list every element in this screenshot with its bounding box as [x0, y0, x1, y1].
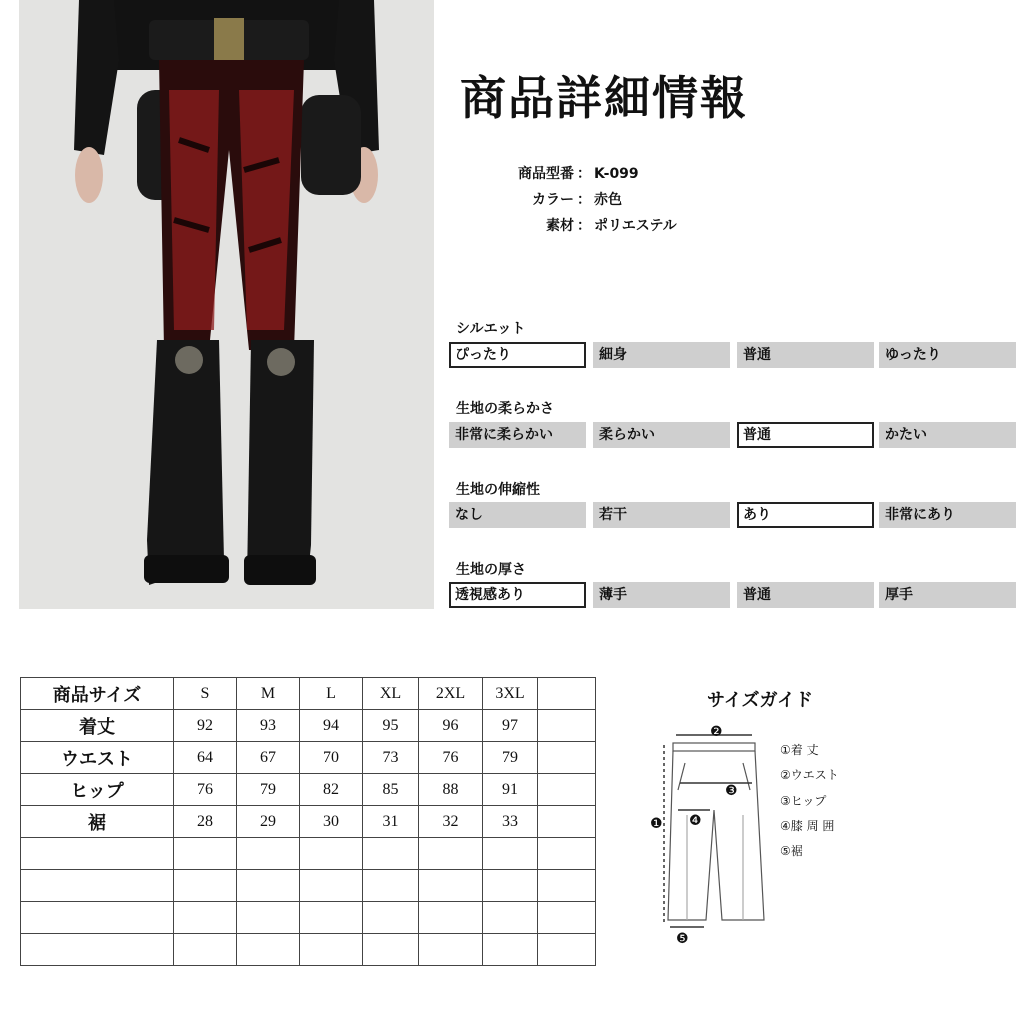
table-row-empty: [21, 838, 596, 870]
option-thickness-thick: 厚手: [879, 582, 1016, 608]
header-cell: 商品サイズ: [21, 678, 174, 710]
spec-material: [466, 215, 677, 235]
table-cell: 82: [300, 774, 363, 806]
marker-waist: ❷: [710, 724, 723, 740]
table-cell: [483, 870, 538, 902]
spec-color: [466, 189, 622, 209]
table-cell: 92: [174, 710, 237, 742]
table-cell: 76: [419, 742, 483, 774]
table-cell: 30: [300, 806, 363, 838]
table-cell: [483, 934, 538, 966]
option-softness-very-soft: 非常に柔らかい: [449, 422, 586, 448]
header-cell: [538, 678, 596, 710]
marker-length: ❶: [650, 816, 663, 832]
option-softness-regular: 普通: [737, 422, 874, 448]
option-softness-soft: 柔らかい: [593, 422, 730, 448]
table-cell: [300, 838, 363, 870]
table-cell: 88: [419, 774, 483, 806]
table-cell: 70: [300, 742, 363, 774]
table-cell: 95: [363, 710, 419, 742]
marker-hip: ❸: [725, 783, 738, 799]
table-cell: [237, 870, 300, 902]
attr-label-stretch: 生地の伸縮性: [456, 482, 540, 498]
table-cell: [538, 806, 596, 838]
table-cell: 67: [237, 742, 300, 774]
table-cell: [419, 870, 483, 902]
table-cell: 29: [237, 806, 300, 838]
table-cell: [538, 710, 596, 742]
header-cell: S: [174, 678, 237, 710]
table-cell: 73: [363, 742, 419, 774]
table-cell: [419, 838, 483, 870]
table-cell: 94: [300, 710, 363, 742]
legend-waist: ②ウエスト: [780, 768, 839, 782]
table-cell: [237, 934, 300, 966]
table-cell: [237, 838, 300, 870]
spec-value: ポリエステル: [594, 218, 677, 234]
table-cell: [363, 870, 419, 902]
table-row: [21, 710, 596, 742]
product-photo: [19, 0, 434, 609]
product-photo-illustration: [19, 0, 434, 609]
table-cell: 32: [419, 806, 483, 838]
table-row-empty: [21, 870, 596, 902]
header-cell: XL: [363, 678, 419, 710]
table-cell: 85: [363, 774, 419, 806]
table-cell: [538, 934, 596, 966]
table-cell: 76: [174, 774, 237, 806]
table-cell: [300, 934, 363, 966]
spec-value: K-099: [594, 166, 639, 182]
table-cell: [538, 742, 596, 774]
table-row-empty: [21, 902, 596, 934]
table-cell: [363, 934, 419, 966]
table-cell: 97: [483, 710, 538, 742]
table-cell: [21, 838, 174, 870]
option-stretch-yes: あり: [737, 502, 874, 528]
row-label: 着丈: [21, 710, 174, 742]
attr-label-silhouette: シルエット: [456, 321, 526, 337]
table-cell: [363, 838, 419, 870]
option-thickness-regular: 普通: [737, 582, 874, 608]
spec-separator: ：: [577, 166, 591, 182]
spec-value: 赤色: [594, 192, 622, 208]
table-cell: [174, 870, 237, 902]
page-title: 商品詳細情報: [460, 71, 748, 125]
table-cell: [538, 902, 596, 934]
table-cell: [419, 902, 483, 934]
table-cell: [419, 934, 483, 966]
row-label: ウエスト: [21, 742, 174, 774]
option-thickness-thin: 薄手: [593, 582, 730, 608]
marker-knee: ❹: [689, 813, 702, 829]
size-table-header: [21, 678, 596, 710]
table-cell: [538, 774, 596, 806]
header-cell: 3XL: [483, 678, 538, 710]
table-row-empty: [21, 934, 596, 966]
option-silhouette-regular: 普通: [737, 342, 874, 368]
size-guide-title: サイズガイド: [707, 690, 814, 711]
spec-model-number: [466, 163, 639, 183]
option-thickness-sheer: 透視感あり: [449, 582, 586, 608]
option-stretch-slight: 若干: [593, 502, 730, 528]
table-cell: 93: [237, 710, 300, 742]
table-row: [21, 742, 596, 774]
legend-knee: ④膝 周 囲: [780, 819, 835, 833]
table-cell: [174, 902, 237, 934]
table-cell: [21, 934, 174, 966]
attr-label-thickness: 生地の厚さ: [456, 562, 526, 578]
table-cell: 64: [174, 742, 237, 774]
table-cell: 28: [174, 806, 237, 838]
spec-label: 素材: [546, 218, 574, 234]
option-silhouette-loose: ゆったり: [879, 342, 1016, 368]
pants-diagram: [640, 715, 780, 950]
table-cell: [237, 902, 300, 934]
option-stretch-very: 非常にあり: [879, 502, 1016, 528]
table-cell: 79: [237, 774, 300, 806]
row-label: ヒップ: [21, 774, 174, 806]
table-cell: [300, 870, 363, 902]
header-cell: M: [237, 678, 300, 710]
table-row: [21, 774, 596, 806]
spec-label: カラー: [532, 192, 574, 208]
table-cell: 79: [483, 742, 538, 774]
table-cell: [483, 838, 538, 870]
table-cell: 96: [419, 710, 483, 742]
header-cell: 2XL: [419, 678, 483, 710]
legend-hip: ③ヒップ: [780, 794, 827, 808]
size-table: [20, 677, 596, 966]
legend-length: ①着 丈: [780, 743, 819, 757]
table-cell: 31: [363, 806, 419, 838]
spec-separator: ：: [577, 192, 591, 208]
option-silhouette-fitted: ぴったり: [449, 342, 586, 368]
table-cell: 91: [483, 774, 538, 806]
marker-hem: ❺: [676, 931, 689, 947]
table-cell: [174, 838, 237, 870]
option-softness-hard: かたい: [879, 422, 1016, 448]
row-label: 裾: [21, 806, 174, 838]
table-cell: [483, 902, 538, 934]
table-cell: [300, 902, 363, 934]
table-cell: [363, 902, 419, 934]
table-row: [21, 806, 596, 838]
attr-label-softness: 生地の柔らかさ: [456, 401, 554, 417]
table-cell: [538, 870, 596, 902]
table-cell: [21, 902, 174, 934]
table-cell: [538, 838, 596, 870]
table-cell: 33: [483, 806, 538, 838]
spec-label: 商品型番: [518, 166, 574, 182]
table-cell: [21, 870, 174, 902]
legend-hem: ⑤裾: [780, 844, 803, 858]
table-cell: [174, 934, 237, 966]
option-stretch-none: なし: [449, 502, 586, 528]
option-silhouette-slim: 細身: [593, 342, 730, 368]
header-cell: L: [300, 678, 363, 710]
spec-separator: ：: [577, 218, 591, 234]
